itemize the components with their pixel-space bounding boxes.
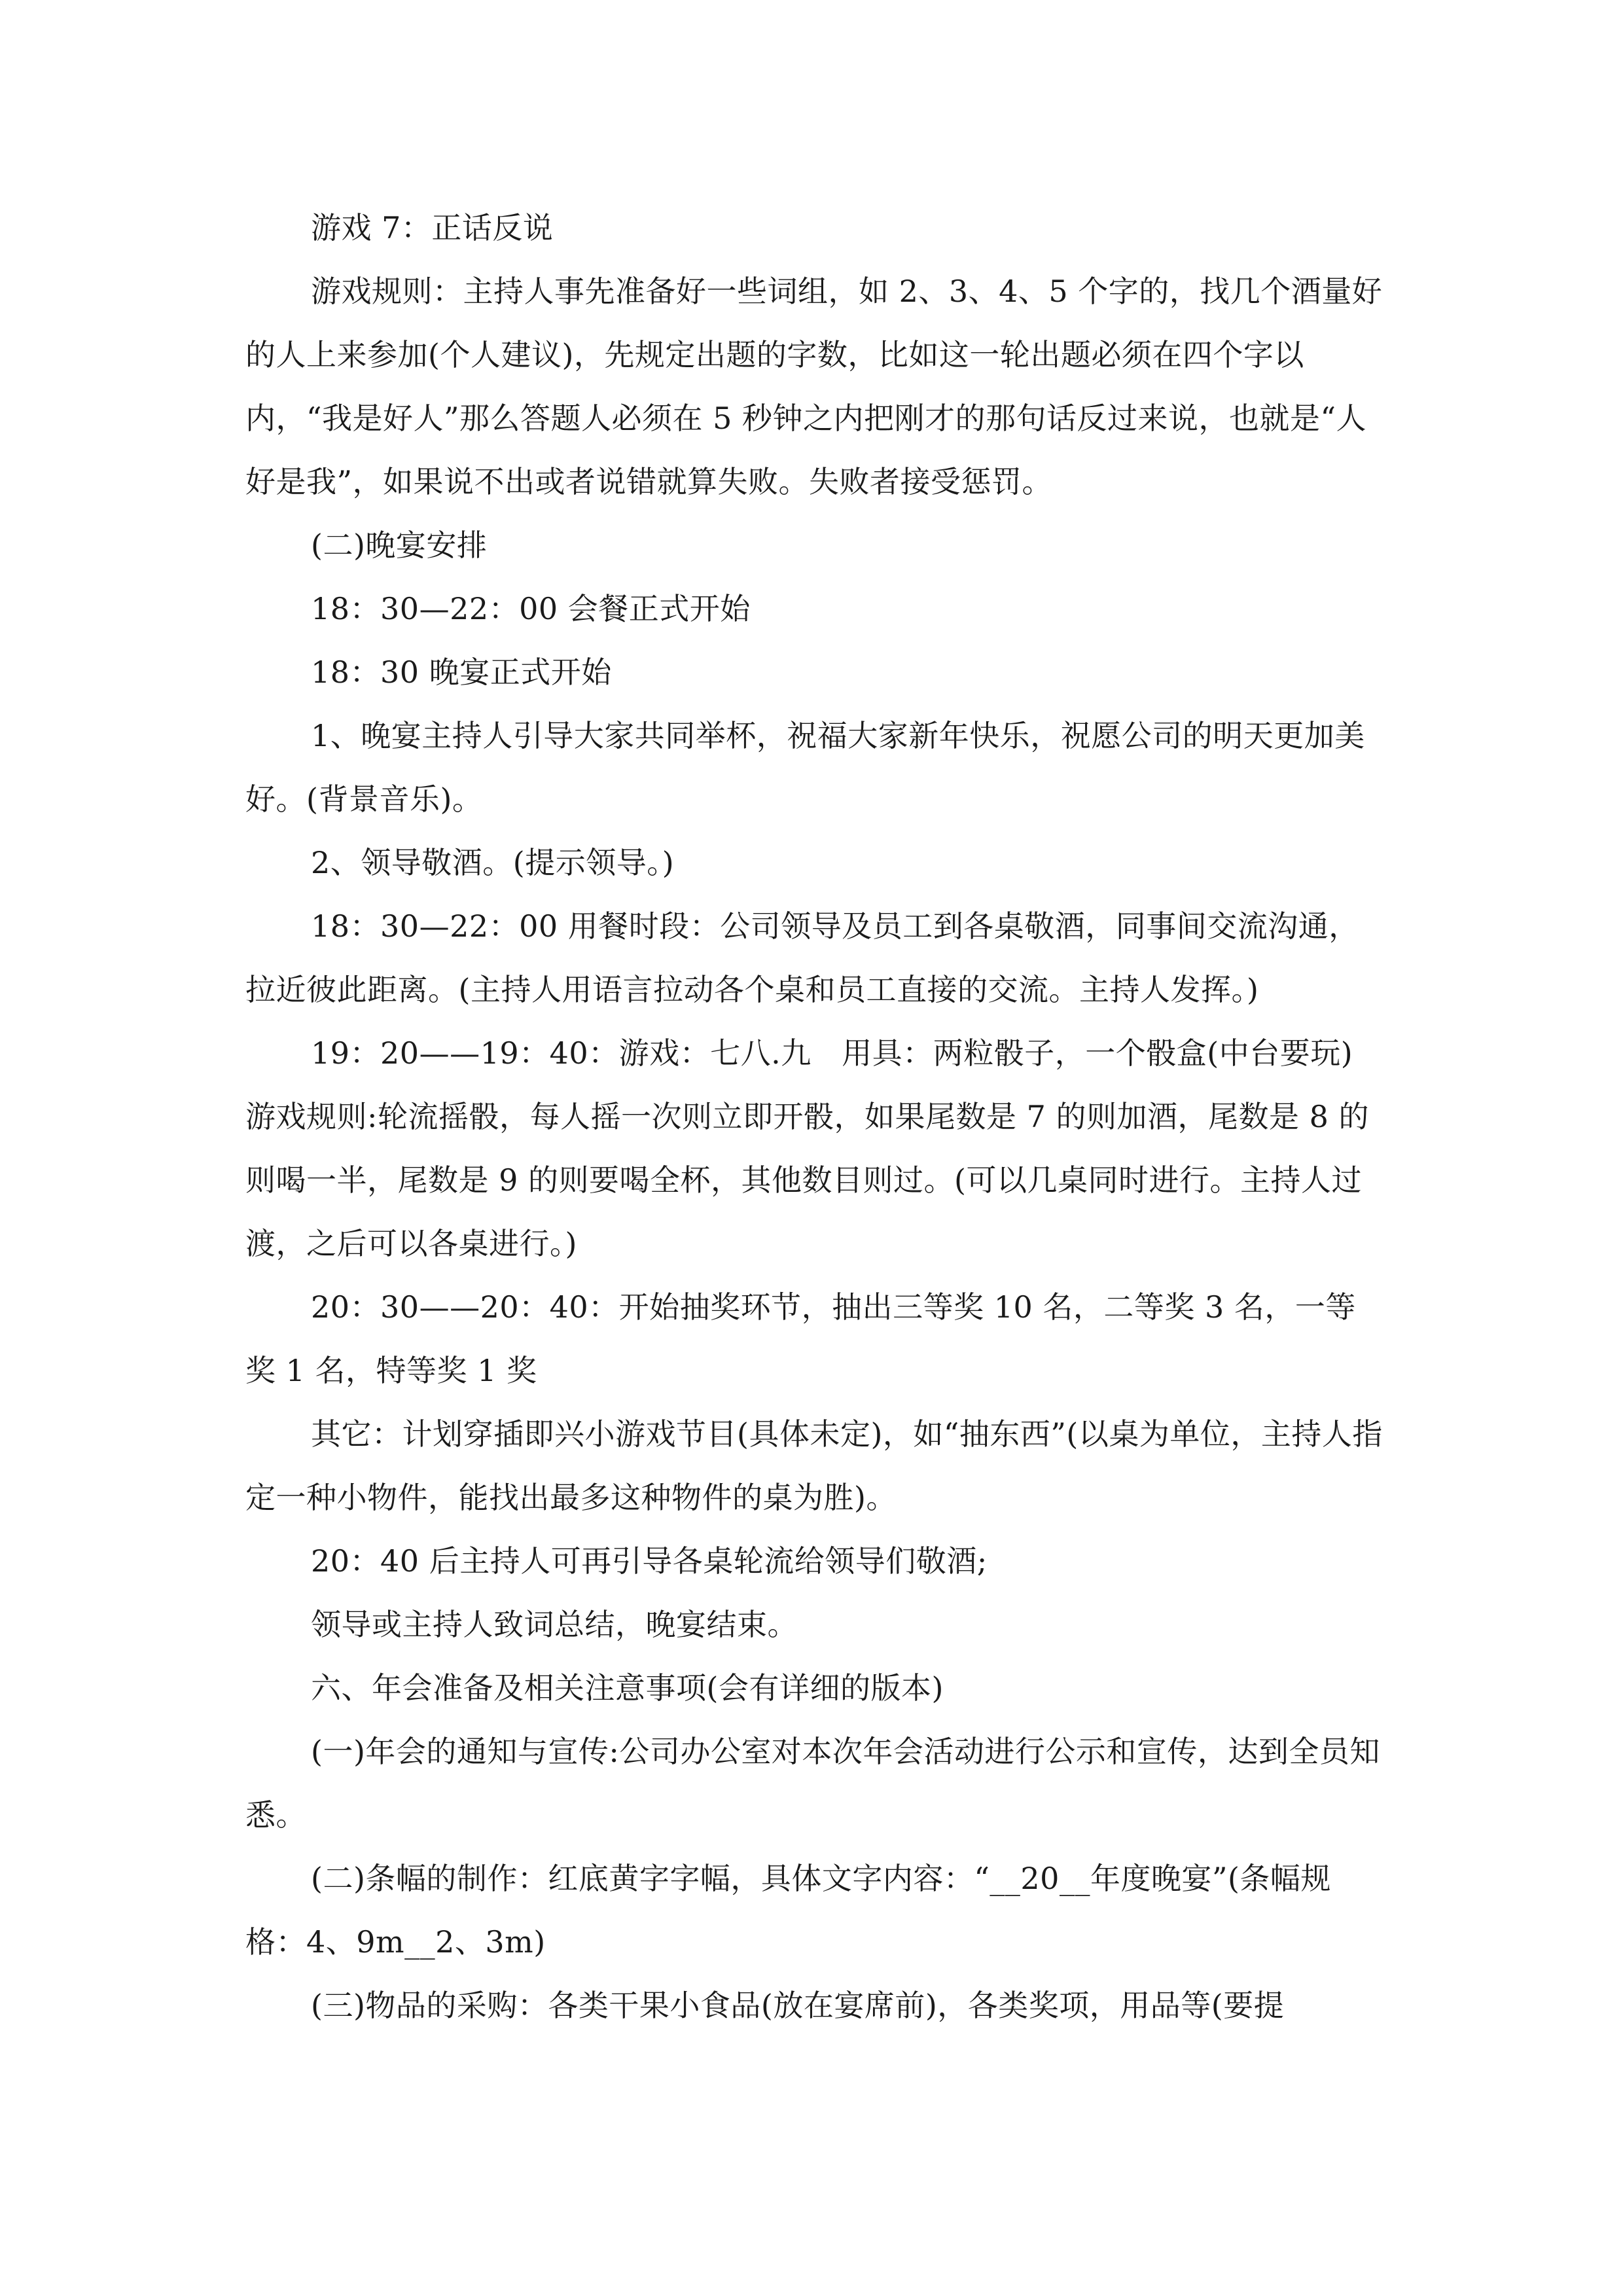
paragraph-after-2040: 20：40 后主持人可再引导各桌轮流给领导们敬酒;: [311, 1543, 988, 1579]
paragraph-game7-title: 游戏 7：正话反说: [311, 210, 554, 245]
paragraph-other-games: 其它：计划穿插即兴小游戏节目(具体未定)，如“抽东西”(以桌为单位，主持人指定一种小物件，能找出最多这种物件的桌为胜)。: [245, 1416, 1383, 1515]
paragraph-dice-rules: 游戏规则:轮流摇骰，每人摇一次则立即开骰，如果尾数是 7 的则加酒，尾数是 8 的则喝一半，尾数是 9 的则要喝全杯，其他数目则过。(可以几桌同时进行。主持人过渡，之后可以各桌进行。): [245, 1099, 1370, 1261]
paragraph-dinner-start: 18：30 晚宴正式开始: [311, 655, 612, 690]
paragraph-notice: (一)年会的通知与宣传:公司办公室对本次年会活动进行公示和宣传，达到全员知悉。: [245, 1734, 1380, 1833]
paragraph-section-dinner: (二)晚宴安排: [311, 528, 488, 563]
paragraph-lottery: 20：30——20：40：开始抽奖环节，抽出三等奖 10 名，二等奖 3 名，一等奖 1 名，特等奖 1 奖: [245, 1289, 1356, 1388]
paragraph-toast: 1、晚宴主持人引导大家共同举杯，祝福大家新年快乐，祝愿公司的明天更加美好。(背景音乐)。: [245, 718, 1365, 817]
paragraph-dice-game: 19：20——19：40：游戏：七八.九 用具：两粒骰子，一个骰盒(中台要玩): [311, 1035, 1353, 1071]
paragraph-leader-toast: 2、领导敬酒。(提示领导。): [311, 845, 675, 880]
paragraph-dinner-time: 18：30—22：00 会餐正式开始: [311, 591, 751, 626]
paragraph-section-preparation: 六、年会准备及相关注意事项(会有详细的版本): [311, 1670, 944, 1706]
document-body: [245, 196, 1384, 2037]
paragraph-meal-period: 18：30—22：00 用餐时段：公司领导及员工到各桌敬酒，同事间交流沟通，拉近彼此距离。(主持人用语言拉动各个桌和员工直接的交流。主持人发挥。): [245, 908, 1359, 1007]
paragraph-purchasing: (三)物品的采购：各类干果小食品(放在宴席前)，各类奖项，用品等(要提: [311, 1988, 1285, 2023]
paragraph-game7-rules: 游戏规则：主持人事先准备好一些词组，如 2、3、4、5 个字的，找几个酒量好的人上来参加(个人建议)，先规定出题的字数，比如这一轮出题必须在四个字以内，“我是好人”那么答题人必须在 5 秒钟之内把刚才的那句话反过来说，也就是“人好是我”，如果说不出或者说错就算失败。失败者接受惩罚。: [245, 274, 1383, 499]
paragraph-closing-speech: 领导或主持人致词总结，晚宴结束。: [311, 1607, 798, 1642]
paragraph-banner: (二)条幅的制作：红底黄字字幅，具体文字内容：“__20__年度晚宴”(条幅规格：4、9m__2、3m): [245, 1861, 1331, 1960]
